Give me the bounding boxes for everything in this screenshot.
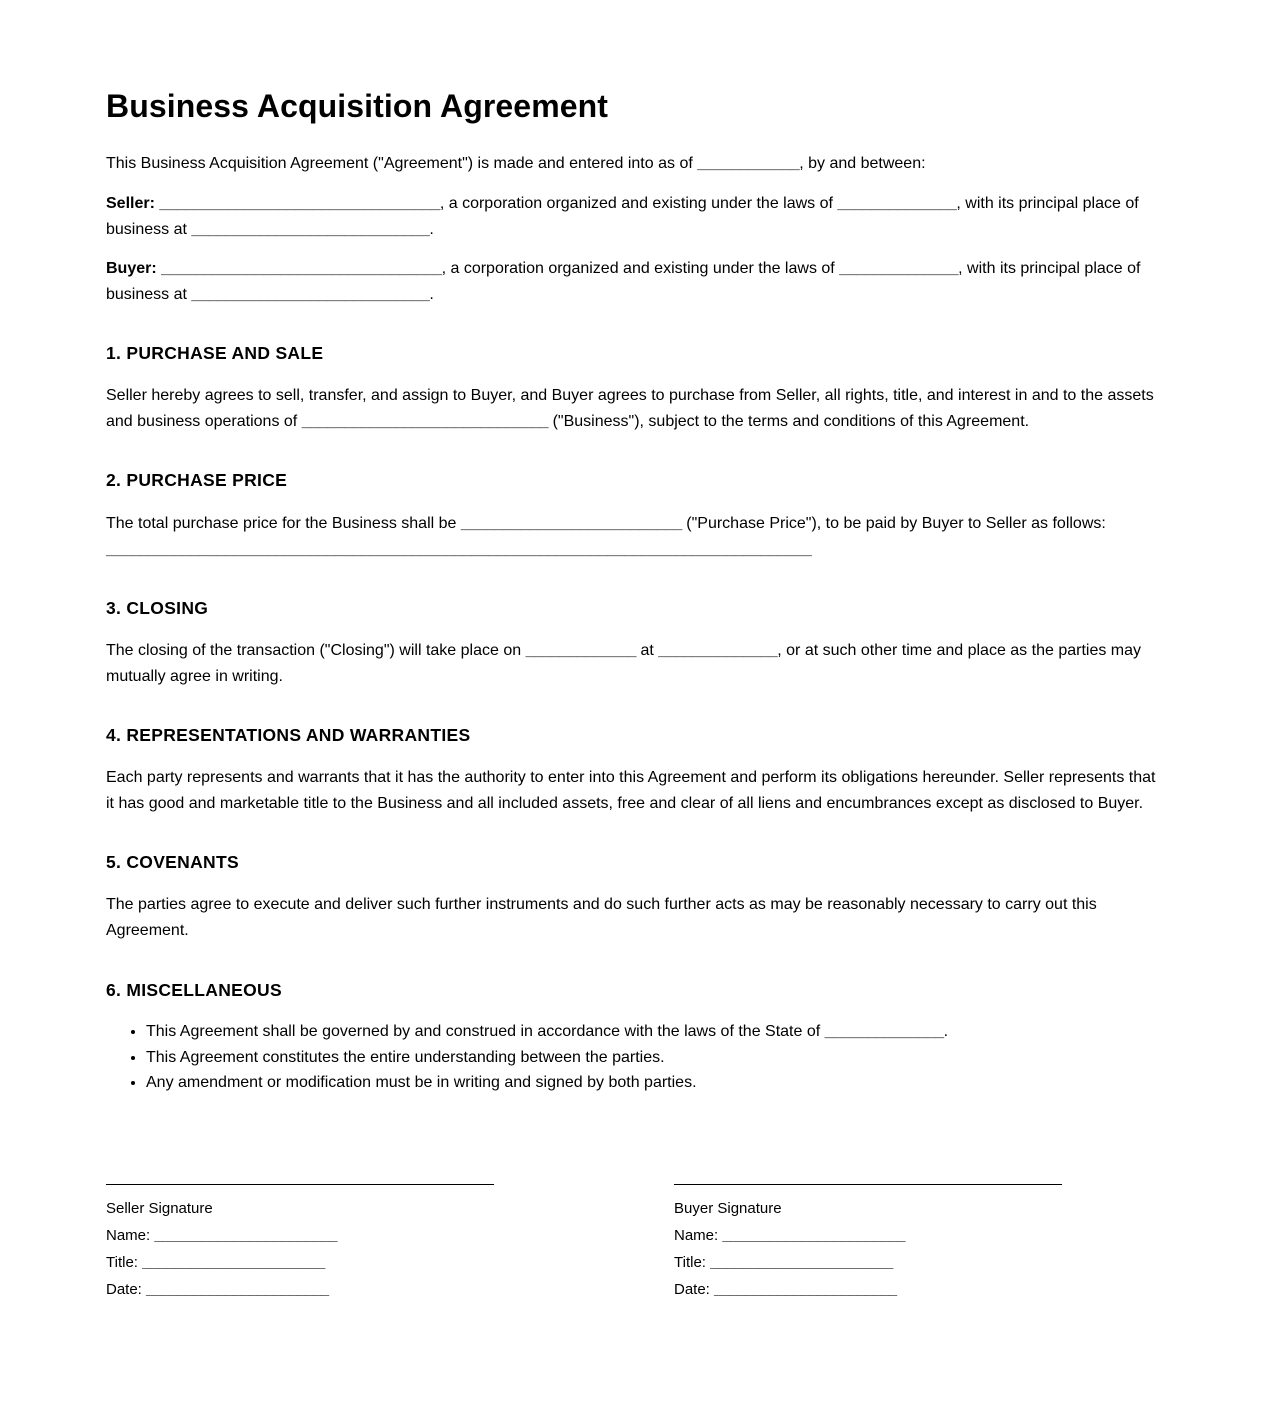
buyer-date-row	[674, 1276, 1062, 1303]
section-heading-purchase-and-sale: 1. PURCHASE AND SALE	[106, 343, 324, 363]
buyer-name-blank[interactable]: _________________________________	[161, 260, 442, 277]
intro-text: This Business Acquisition Agreement ("Agreement") is made and entered into as of	[106, 155, 698, 172]
buyer-text-2: , with its principal place of business at	[106, 260, 1141, 303]
section-heading-representations: 4. REPRESENTATIONS AND WARRANTIES	[106, 725, 471, 745]
seller-address-blank[interactable]: ____________________________	[191, 221, 430, 238]
section-2-text-end: ("Purchase Price"), to be paid by Buyer to Seller as follows:	[681, 515, 1106, 532]
seller-text-2: , with its principal place of business at	[106, 195, 1139, 238]
section-heading-closing: 3. CLOSING	[106, 598, 209, 618]
seller-name-blank[interactable]: _________________________________	[159, 195, 440, 212]
seller-signature-label: Seller Signature	[106, 1200, 213, 1217]
buyer-signature-block	[674, 1184, 1062, 1303]
section-text-purchase-price	[106, 511, 1162, 563]
section-1-text-end: ("Business"), subject to the terms and conditions of this Agreement.	[548, 413, 1030, 430]
section-3-text-end: , or at such other time and place as the parties may mutually agree in writing.	[106, 642, 1142, 685]
title-label: Title:	[674, 1254, 711, 1271]
buyer-address-blank[interactable]: ____________________________	[191, 286, 430, 303]
business-name-blank[interactable]: _____________________________	[301, 413, 549, 430]
section-3-text-mid: at	[636, 642, 659, 659]
agreement-date-blank[interactable]: ____________	[697, 155, 800, 172]
list-item: • Any amendment or modification must be in writing and signed by both parties.	[146, 1070, 1146, 1096]
buyer-state-blank[interactable]: ______________	[839, 260, 959, 277]
buyer-paragraph	[106, 256, 1162, 308]
seller-name-row	[106, 1222, 494, 1249]
seller-signature-block	[106, 1184, 494, 1303]
seller-text: , a corporation organized and existing under the laws of	[439, 195, 838, 212]
section-heading-miscellaneous: 6. MISCELLANEOUS	[106, 980, 282, 1000]
miscellaneous-list	[106, 1019, 1146, 1096]
governing-law-text: This Agreement shall be governed by and construed in accordance with the laws of the State of	[146, 1023, 825, 1040]
buyer-sign-date-blank[interactable]: _______________________	[714, 1281, 897, 1298]
section-text-purchase-and-sale	[106, 383, 1162, 435]
seller-title-row	[106, 1249, 494, 1276]
seller-sign-date-blank[interactable]: _______________________	[146, 1281, 329, 1298]
section-heading-covenants: 5. COVENANTS	[106, 852, 239, 872]
name-label: Name:	[674, 1227, 723, 1244]
seller-signer-title-blank[interactable]: _______________________	[142, 1254, 325, 1271]
seller-label: Seller:	[106, 195, 155, 212]
seller-state-blank[interactable]: ______________	[837, 195, 957, 212]
section-text-covenants: The parties agree to execute and deliver such further instruments and do such further acts as may be reasonably necessary to carry out this Agreement.	[106, 896, 1097, 939]
buyer-text-end: .	[429, 286, 434, 303]
section-1-text: Seller hereby agrees to sell, transfer, and assign to Buyer, and Buyer agrees to purchase from Seller, all rights, title, and interest in and to the assets and business operations of	[106, 387, 1154, 430]
seller-signer-name-blank[interactable]: _______________________	[154, 1227, 338, 1244]
name-label: Name:	[106, 1227, 155, 1244]
section-3-text: The closing of the transaction ("Closing") will take place on	[106, 642, 526, 659]
buyer-signature-label: Buyer Signature	[674, 1200, 782, 1217]
payment-terms-blank[interactable]: ___________________________________________________________________________________	[106, 541, 812, 558]
buyer-signer-name-blank[interactable]: _______________________	[722, 1227, 906, 1244]
seller-text-end: .	[429, 221, 434, 238]
section-2-text: The total purchase price for the Business shall be	[106, 515, 461, 532]
governing-state-blank[interactable]: ______________	[824, 1023, 944, 1040]
buyer-title-row	[674, 1249, 1062, 1276]
date-label: Date:	[106, 1281, 147, 1298]
document-title: Business Acquisition Agreement	[106, 88, 609, 124]
section-text-representations: Each party represents and warrants that it has the authority to enter into this Agreement and perform its obligations hereunder. Seller represents that it has good and marketable title to the Business and all included assets, free and clear of all liens and encumbrances except as disclosed to Buyer.	[106, 769, 1156, 812]
section-heading-purchase-price: 2. PURCHASE PRICE	[106, 470, 288, 490]
buyer-signer-title-blank[interactable]: _______________________	[710, 1254, 893, 1271]
intro-text-end: , by and between:	[799, 155, 926, 172]
title-label: Title:	[106, 1254, 143, 1271]
section-text-closing	[106, 638, 1162, 690]
seller-paragraph	[106, 191, 1162, 243]
date-label: Date:	[674, 1281, 715, 1298]
list-item	[146, 1019, 1146, 1045]
list-item: • This Agreement constitutes the entire understanding between the parties.	[146, 1045, 1146, 1071]
buyer-signature-line[interactable]	[674, 1184, 1062, 1185]
intro-paragraph	[106, 151, 1162, 177]
seller-signature-line[interactable]	[106, 1184, 494, 1185]
closing-place-blank[interactable]: ______________	[658, 642, 778, 659]
buyer-text: , a corporation organized and existing under the laws of	[441, 260, 840, 277]
purchase-price-blank[interactable]: __________________________	[460, 515, 682, 532]
closing-date-blank[interactable]: _____________	[525, 642, 637, 659]
governing-law-text-end: .	[943, 1023, 949, 1040]
seller-date-row	[106, 1276, 494, 1303]
buyer-name-row	[674, 1222, 1062, 1249]
buyer-label: Buyer:	[106, 260, 157, 277]
